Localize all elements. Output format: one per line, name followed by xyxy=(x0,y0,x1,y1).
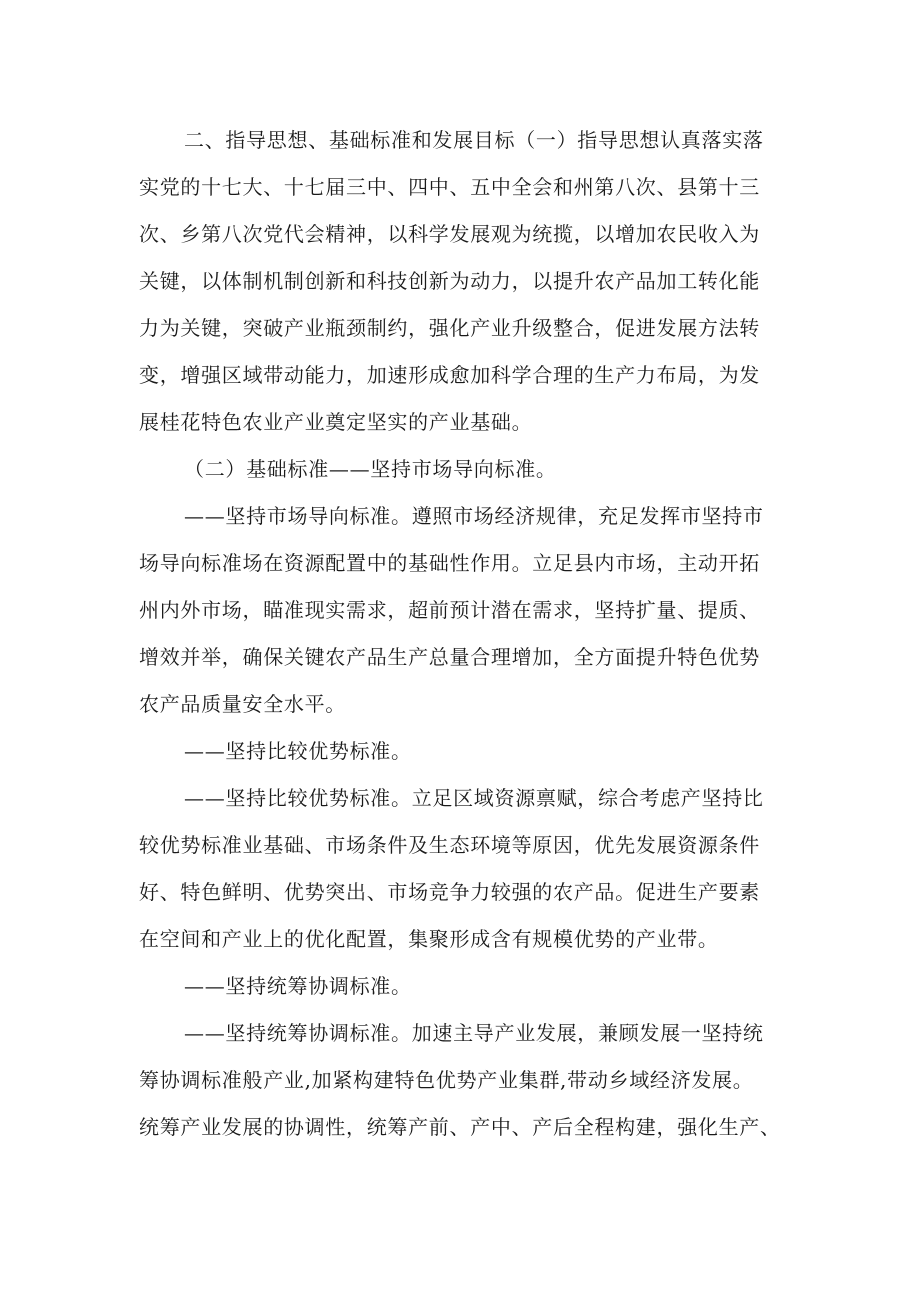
text-line: 农产品质量安全水平。 xyxy=(139,692,346,716)
text-line: 展桂花特色农业产业奠定坚实的产业基础。 xyxy=(139,410,533,434)
text-line: 筹协调标准般产业,加紧构建特色优势产业集群,带动乡域经济发展。 xyxy=(139,1068,754,1092)
document-body xyxy=(139,117,799,1151)
text-line: 好、特色鲜明、优势突出、市场竞争力较强的农产品。促进生产要素 xyxy=(139,880,760,904)
text-line: 统筹产业发展的协调性，统筹产前、产中、产后全程构建，强化生产、 xyxy=(139,1115,781,1139)
text-line: 实党的十七大、十七届三中、四中、五中全会和州第八次、县第十三 xyxy=(139,175,760,199)
text-line: 增效并举，确保关键农产品生产总量合理增加，全方面提升特色优势 xyxy=(139,645,760,669)
text-line: ——坚持比较优势标准。立足区域资源禀赋，综合考虑产坚持比 xyxy=(184,786,764,810)
text-line: 较优势标准业基础、市场条件及生态环境等原因，优先发展资源条件 xyxy=(139,833,760,857)
text-line: 变，增强区域带动能力，加速形成愈加科学合理的生产力布局，为发 xyxy=(139,363,760,387)
text-line: 场导向标准场在资源配置中的基础性作用。立足县内市场，主动开拓 xyxy=(139,551,760,575)
text-line: ——坚持统筹协调标准。 xyxy=(184,974,412,998)
text-line: 力为关键，突破产业瓶颈制约，强化产业升级整合，促进发展方法转 xyxy=(139,316,760,340)
text-line: 在空间和产业上的优化配置，集聚形成含有规模优势的产业带。 xyxy=(139,927,719,951)
text-line: ——坚持市场导向标准。遵照市场经济规律，充足发挥市坚持市 xyxy=(184,504,764,528)
text-line: ——坚持比较优势标准。 xyxy=(184,739,412,763)
text-line: 州内外市场，瞄准现实需求，超前预计潜在需求，坚持扩量、提质、 xyxy=(139,598,760,622)
text-line: 次、乡第八次党代会精神，以科学发展观为统揽，以增加农民收入为 xyxy=(139,222,760,246)
text-line: 二、指导思想、基础标准和发展目标（一）指导思想认真落实落 xyxy=(184,128,764,152)
text-line: （二）基础标准——坚持市场导向标准。 xyxy=(184,457,557,481)
text-line: ——坚持统筹协调标准。加速主导产业发展，兼顾发展一坚持统 xyxy=(184,1021,764,1045)
text-line: 关键，以体制机制创新和科技创新为动力，以提升农产品加工转化能 xyxy=(139,269,760,293)
